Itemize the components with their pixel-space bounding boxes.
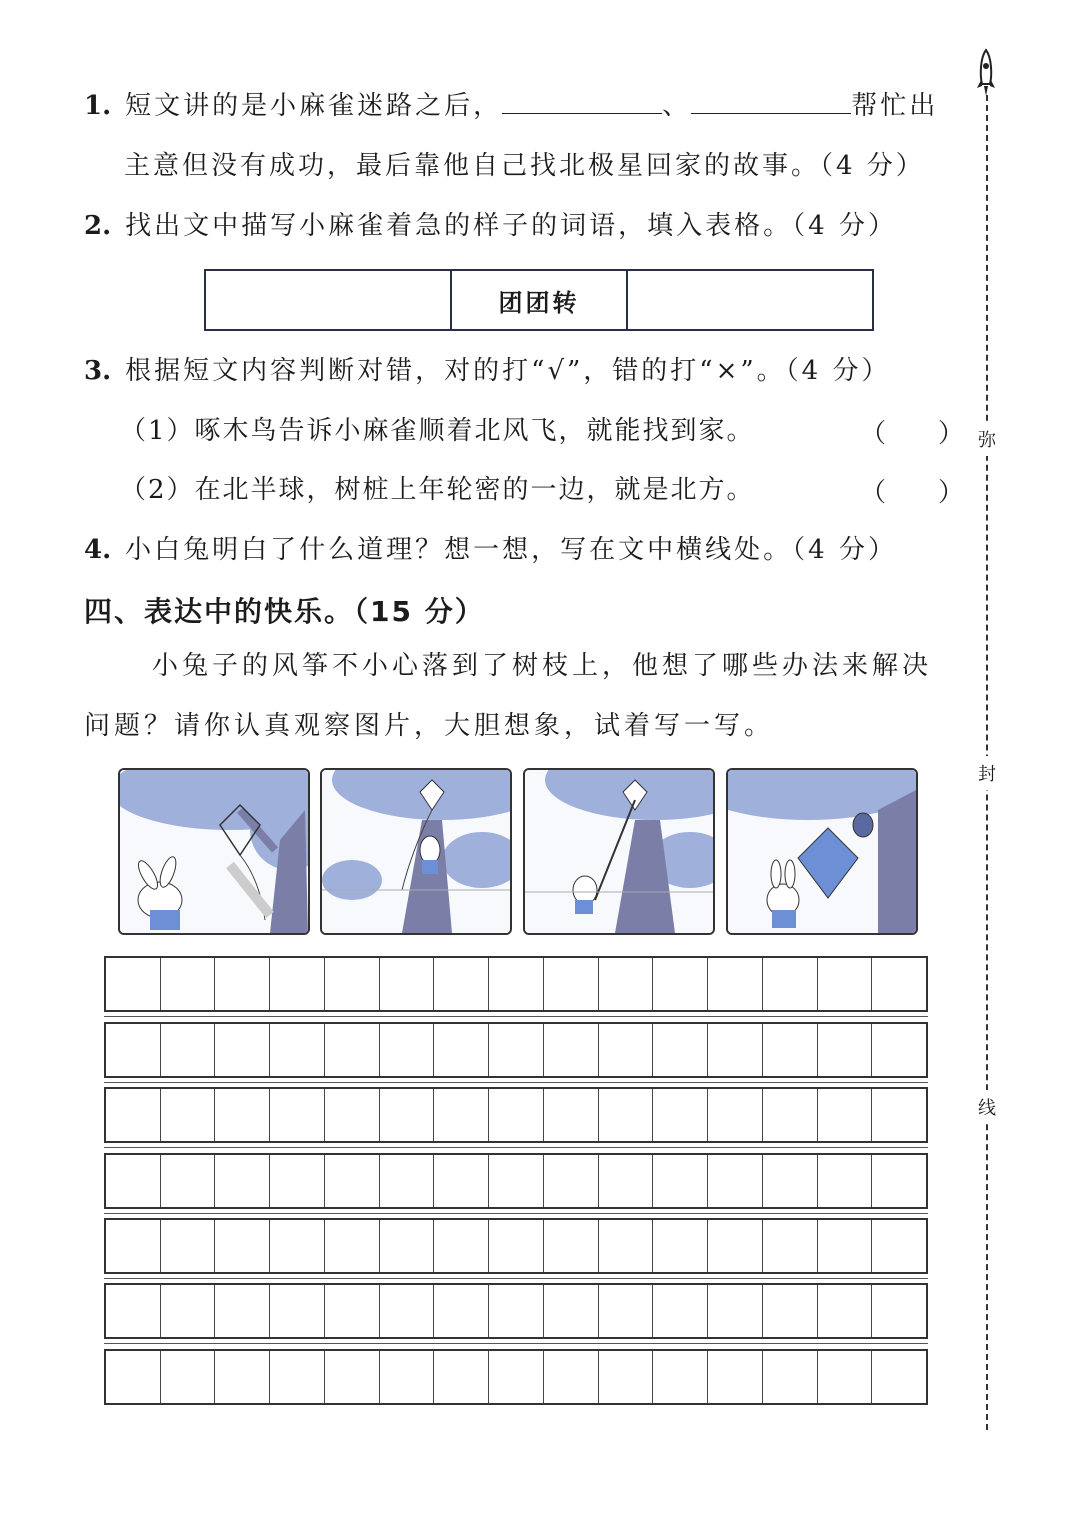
question-1-line-2: 主意但没有成功，最后靠他自己找北极星回家的故事。（4 分） (124, 151, 925, 181)
grid-separator (104, 1016, 928, 1017)
judge-paren-1[interactable]: （ ） (860, 419, 965, 449)
rocket-icon (974, 48, 998, 98)
question-4-number: 4. (84, 535, 112, 565)
question-1-line-1 (84, 88, 938, 124)
word-table (204, 269, 874, 331)
grid-row-6[interactable] (104, 1283, 928, 1339)
grid-row-5[interactable] (104, 1218, 928, 1274)
picture-panel-3 (523, 768, 715, 935)
question-1-number: 1. (84, 91, 112, 121)
judge-paren-2[interactable]: （ ） (860, 478, 965, 508)
question-1-text-b: 帮忙出 (851, 91, 939, 121)
section-prompt-line-1: 小兔子的风筝不小心落到了树枝上，他想了哪些办法来解决 (152, 651, 933, 681)
rabbit-climbing-tree-illustration (322, 770, 510, 933)
squirrel-helps-illustration (728, 770, 916, 933)
section-prompt-line-2: 问题？请你认真观察图片，大胆想象，试着写一写。 (84, 711, 775, 741)
grid-separator (104, 1278, 928, 1279)
question-2-number: 2. (84, 211, 112, 241)
grid-row-2[interactable] (104, 1022, 928, 1078)
rabbit-with-stick-illustration (525, 770, 713, 933)
answer-blank-2[interactable] (691, 91, 851, 114)
picture-panel-2 (320, 768, 512, 935)
question-3-number: 3. (84, 356, 112, 386)
grid-separator (104, 1147, 928, 1148)
question-3 (84, 353, 890, 389)
grid-row-1[interactable] (104, 956, 928, 1012)
grid-row-7[interactable] (104, 1349, 928, 1405)
question-1-text-a: 短文讲的是小麻雀迷路之后， (125, 91, 503, 121)
section-title: 四、表达中的快乐。（15 分） (84, 595, 485, 628)
seal-char-1: 弥 (978, 422, 996, 456)
picture-panel-4 (726, 768, 918, 935)
grid-separator (104, 1213, 928, 1214)
seal-char-2: 封 (978, 756, 996, 790)
picture-panel-1 (118, 768, 310, 935)
grid-row-4[interactable] (104, 1153, 928, 1209)
question-3-item-2: （2）在北半球，树桩上年轮密的一边，就是北方。 (120, 475, 755, 505)
word-table-cell-1[interactable] (205, 270, 451, 330)
word-table-cell-2: 团团转 (451, 270, 627, 330)
grid-row-3[interactable] (104, 1087, 928, 1143)
question-1-separator: 、 (662, 91, 692, 121)
grid-separator (104, 1343, 928, 1344)
grid-separator (104, 1082, 928, 1083)
rabbit-kite-tangled-illustration (120, 770, 308, 933)
question-2 (84, 208, 897, 244)
word-table-cell-3[interactable] (627, 270, 873, 330)
question-4 (84, 532, 897, 568)
question-4-text: 小白兔明白了什么道理？想一想，写在文中横线处。（4 分） (125, 535, 897, 565)
seal-char-3: 线 (978, 1090, 996, 1124)
question-3-item-1: （1）啄木鸟告诉小麻雀顺着北风飞，就能找到家。 (120, 416, 755, 446)
question-3-text: 根据短文内容判断对错，对的打“√”，错的打“×”。（4 分） (125, 356, 891, 386)
question-2-text: 找出文中描写小麻雀着急的样子的词语，填入表格。（4 分） (125, 211, 897, 241)
answer-blank-1[interactable] (502, 91, 662, 114)
